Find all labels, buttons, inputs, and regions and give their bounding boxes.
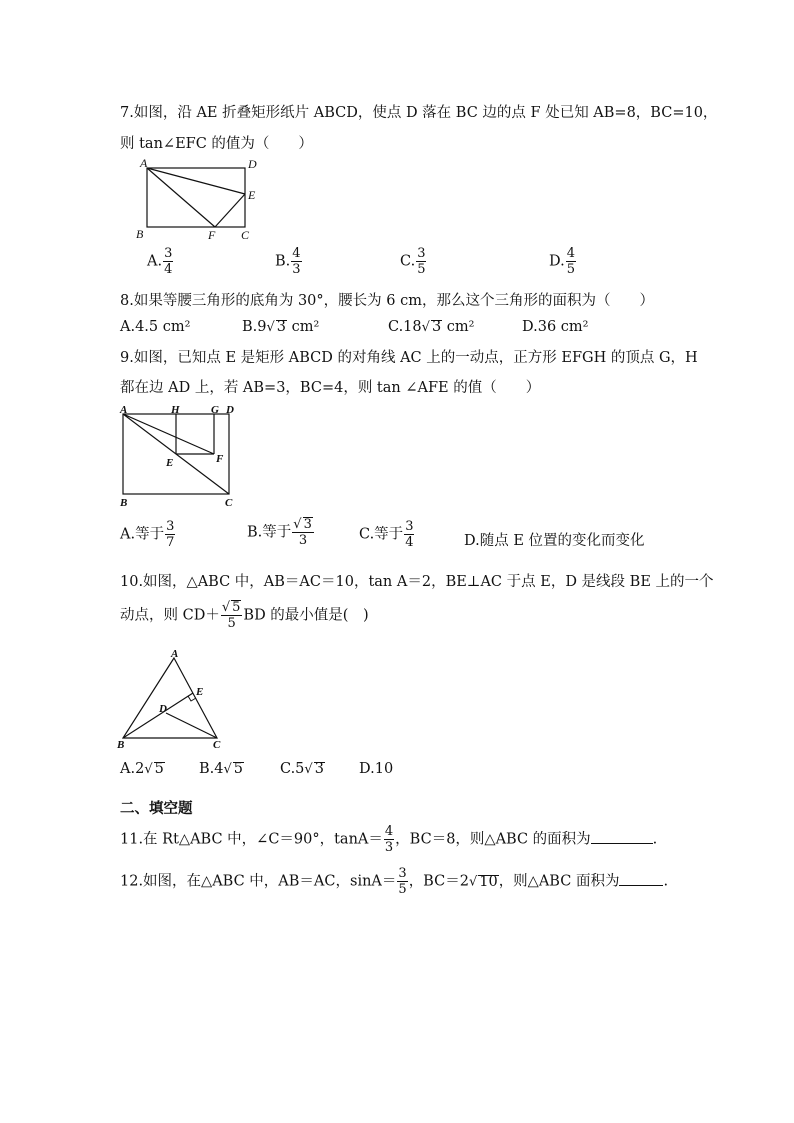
- q10-option-b[interactable]: B.4√ 5: [199, 761, 244, 777]
- q9-line2: 都在边 AD 上，若 AB=3，BC=4，则 tan ∠AFE 的值（ ）: [120, 380, 541, 396]
- q8-line1: 8.如果等腰三角形的底角为 30°，腰长为 6 cm，那么这个三角形的面积为（ ）: [120, 293, 654, 309]
- q7-label-e: E: [248, 188, 256, 202]
- q8-option-c[interactable]: C.18√ 3 cm²: [388, 319, 475, 335]
- fraction: $\frac{4}{5}$: [566, 246, 575, 277]
- fraction: $\frac{√ 5}{5}$: [221, 600, 241, 631]
- q9-line1: 9.如图，已知点 E 是矩形 ABCD 的对角线 AC 上的一动点，正方形 EFGH 的顶点 G，H: [120, 350, 698, 366]
- q10-label-b: B: [117, 739, 125, 751]
- q7-label-d: D: [248, 157, 257, 171]
- fraction: $\frac{3}{5}$: [398, 866, 407, 897]
- radical-sign: √: [223, 762, 232, 777]
- q10-label-d: D: [159, 703, 167, 715]
- q10-segment-dc: [166, 713, 217, 738]
- q10-option-c[interactable]: C.5√ 3: [280, 761, 324, 777]
- q10-figure: [114, 648, 234, 752]
- q7-option-c[interactable]: [400, 246, 427, 277]
- q8-option-a[interactable]: A.4.5 cm²: [120, 319, 191, 335]
- q10-line2: 动点，则 CD＋ $\frac{√ 5}{5}$ BD 的最小值是( ): [120, 600, 369, 631]
- q7-segment-fe: [215, 194, 245, 227]
- q9-label-c: C: [225, 497, 233, 509]
- q9-label-b: B: [120, 497, 128, 509]
- q9-label-g: G: [211, 404, 219, 416]
- radical-sign: √: [304, 762, 313, 777]
- option-prefix: D.: [549, 253, 565, 270]
- fraction: $\frac{4}{3}$: [292, 246, 301, 277]
- fraction: $\frac{4}{3}$: [384, 824, 394, 855]
- q7-option-d[interactable]: [549, 246, 577, 277]
- radical-sign: √: [266, 320, 275, 335]
- q9-label-a: A: [120, 404, 128, 416]
- q9-label-h: H: [171, 404, 180, 416]
- q9-option-c[interactable]: C.等于 $\frac{3}{4}$: [359, 519, 414, 550]
- radical-sign: √: [144, 762, 153, 777]
- q10-label-e: E: [196, 686, 204, 698]
- q7-label-f: F: [208, 228, 216, 242]
- q9-label-f: F: [216, 453, 224, 465]
- q7-option-a[interactable]: [147, 246, 174, 277]
- radical-sign: √: [293, 517, 302, 532]
- q7-line2: 则 tan∠EFC 的值为（ ）: [120, 136, 313, 152]
- section-title-fill-in: 二、填空题: [120, 800, 193, 817]
- q7-figure: [128, 152, 268, 244]
- q9-figure: [116, 402, 246, 510]
- fraction: $\frac{3}{4}$: [164, 246, 173, 277]
- fraction: $\frac{3}{5}$: [417, 246, 426, 277]
- q10-label-c: C: [213, 739, 221, 751]
- fraction: $\frac{√ 3}{3}$: [293, 517, 312, 548]
- q11-line: 11.在 Rt△ABC 中，∠C＝90°，tanA＝ $\frac{4}{3}$ ，BC＝8，则△ABC 的面积为 .: [120, 824, 658, 855]
- q11-answer-blank[interactable]: [591, 831, 653, 844]
- q7-label-c: C: [241, 228, 250, 242]
- q7-label-a: A: [140, 156, 148, 170]
- q9-option-d[interactable]: D.随点 E 位置的变化而变化: [464, 533, 645, 549]
- q9-label-e: E: [166, 457, 174, 469]
- q10-label-a: A: [171, 648, 179, 660]
- option-prefix: B.: [275, 253, 291, 270]
- q7-line1: 7.如图，沿 AE 折叠矩形纸片 ABCD，使点 D 落在 BC 边的点 F 处已知 AB=8，BC=10，: [120, 105, 718, 121]
- q10-triangle: [123, 658, 217, 738]
- q9-option-b[interactable]: B.等于 $\frac{√ 3}{3}$: [247, 517, 312, 548]
- q8-option-d[interactable]: D.36 cm²: [522, 319, 589, 335]
- q7-rectangle: [147, 168, 245, 227]
- q10-line1: 10.如图，△ABC 中，AB＝AC＝10，tan A＝2，BE⊥AC 于点 E，D 是线段 BE 上的一个: [120, 574, 714, 590]
- option-prefix: C.: [400, 253, 416, 270]
- option-prefix: A.: [147, 253, 163, 270]
- q8-option-b[interactable]: B.9√ 3 cm²: [242, 319, 320, 335]
- radical-sign: √: [421, 320, 430, 335]
- q9-label-d: D: [226, 404, 234, 416]
- q10-option-d[interactable]: D.10: [359, 761, 394, 777]
- q7-option-b[interactable]: [275, 246, 303, 277]
- fraction: $\frac{3}{4}$: [405, 519, 414, 550]
- q7-label-b: B: [136, 227, 144, 241]
- q10-option-a[interactable]: A.2√ 5: [120, 761, 164, 777]
- q9-option-a[interactable]: A.等于 $\frac{3}{7}$: [120, 519, 175, 550]
- fraction: $\frac{3}{7}$: [166, 519, 175, 550]
- radical-sign: √: [468, 874, 478, 890]
- q12-line: 12.如图，在△ABC 中，AB＝AC，sinA＝ $\frac{3}{5}$ ，BC＝2√ 10，则△ABC 面积为 .: [120, 866, 669, 897]
- q12-answer-blank[interactable]: [619, 873, 663, 886]
- radical-sign: √: [221, 600, 231, 615]
- q10-segment-be: [123, 693, 193, 738]
